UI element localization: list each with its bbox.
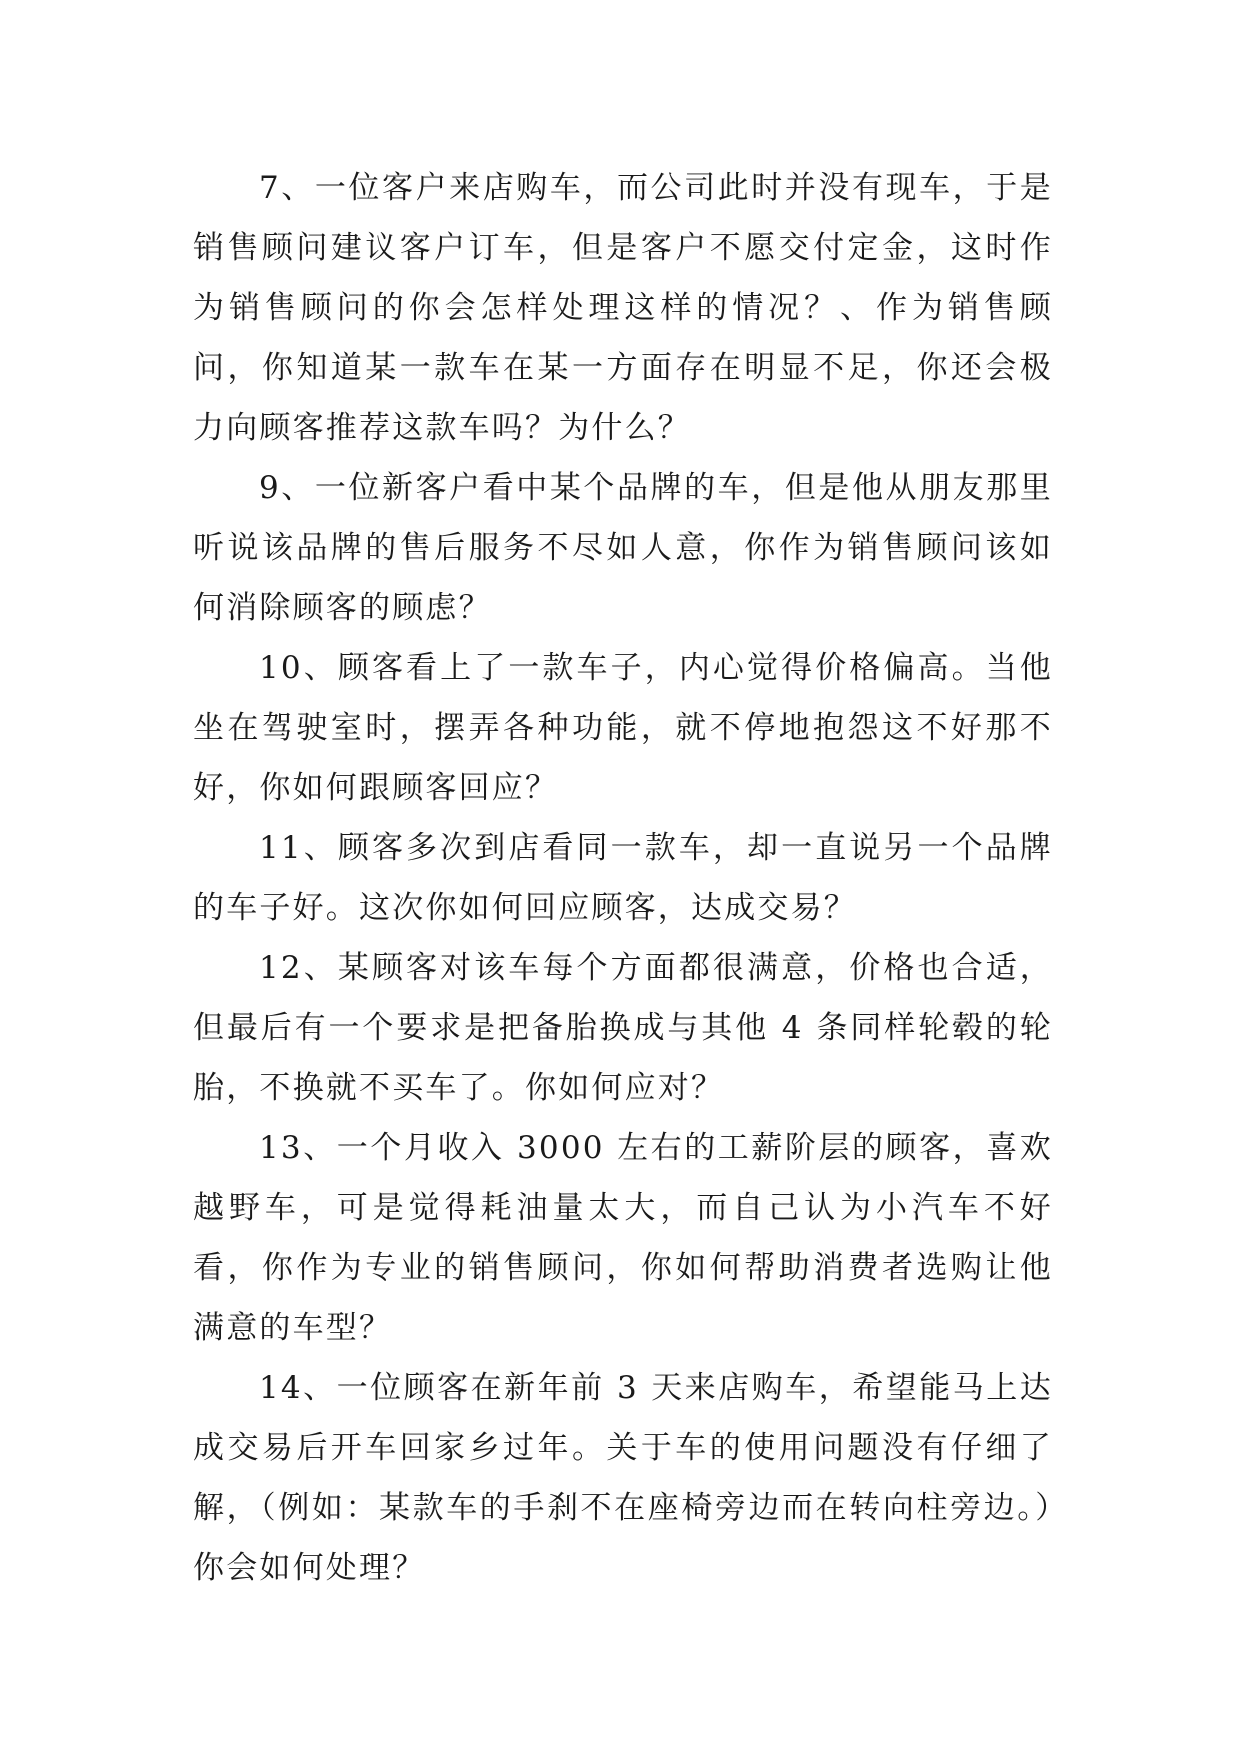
question-11-paragraph: 11、顾客多次到店看同一款车，却一直说另一个品牌的车子好。这次你如何回应顾客，达成交易？ [193,830,1053,926]
question-7-paragraph: 7、一位客户来店购车，而公司此时并没有现车，于是销售顾问建议客户订车，但是客户不愿交付定金，这时作为销售顾问的你会怎样处理这样的情况？、作为销售顾问，你知道某一款车在某一方面存在明显不足，你还会极力向顾客推荐这款车吗？为什么？ [193,170,1053,446]
question-13-paragraph: 13、一个月收入 3000 左右的工薪阶层的顾客，喜欢越野车，可是觉得耗油量太大，而自己认为小汽车不好看，你作为专业的销售顾问，你如何帮助消费者选购让他满意的车型？ [193,1130,1053,1346]
question-9-paragraph: 9、一位新客户看中某个品牌的车，但是他从朋友那里听说该品牌的售后服务不尽如人意，你作为销售顾问该如何消除顾客的顾虑？ [193,470,1053,626]
question-14-paragraph: 14、一位顾客在新年前 3 天来店购车，希望能马上达成交易后开车回家乡过年。关于车的使用问题没有仔细了解，（例如：某款车的手刹不在座椅旁边而在转向柱旁边。）你会如何处理？ [193,1370,1053,1586]
question-10-paragraph: 10、顾客看上了一款车子，内心觉得价格偏高。当他坐在驾驶室时，摆弄各种功能，就不停地抱怨这不好那不好，你如何跟顾客回应？ [193,650,1053,806]
question-12-paragraph: 12、某顾客对该车每个方面都很满意，价格也合适，但最后有一个要求是把备胎换成与其他 4 条同样轮毂的轮胎，不换就不买车了。你如何应对？ [193,950,1053,1106]
document-body [193,158,1053,1598]
